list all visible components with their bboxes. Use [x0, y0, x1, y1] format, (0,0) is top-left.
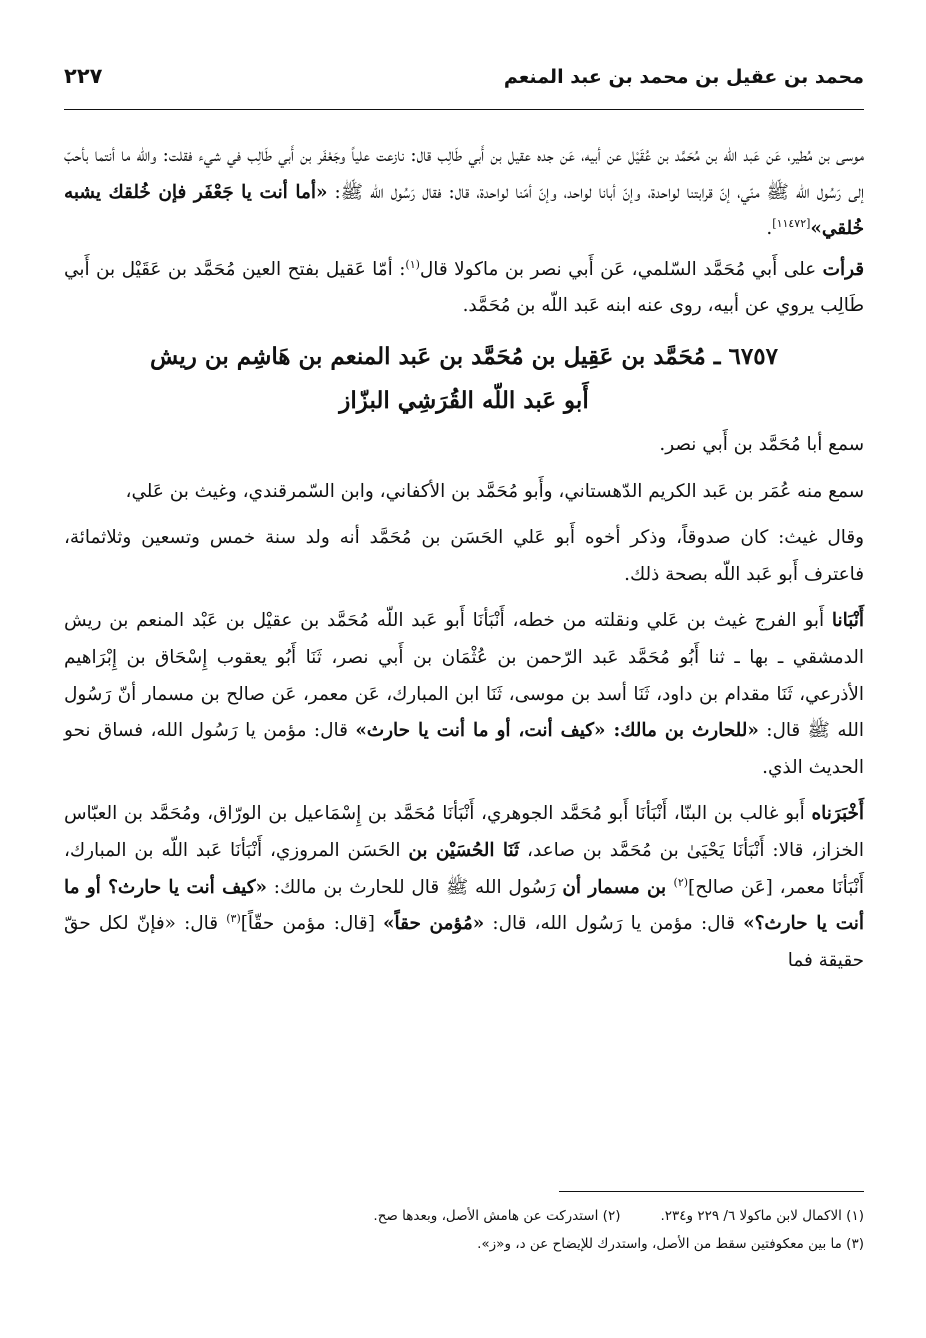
paragraph-6	[64, 603, 864, 786]
paragraph-6-end: قال: مؤمن يا رَسُول الله، فساق نحو الحديث الذي.	[64, 720, 864, 778]
paragraph-2	[64, 252, 864, 325]
running-header	[64, 66, 864, 102]
paragraph-7-bold-a: ثَنَا الحُسَيْن بن	[408, 839, 520, 861]
paragraph-7-bold-b: بن مسمار أن	[562, 876, 674, 898]
paragraph-2-text-b: : أمّا عَقيل بفتح العين مُحَمَّد بن عَقَيْل بن أَبي طَالِب يروي عن أبيه، روى عنه ابنه عَبد اللّه بن مُحَمَّد.	[64, 258, 864, 317]
paragraph-6-quote: «للحارث بن مالك: «كيف أنت، أو ما أنت يا حارث»	[355, 720, 759, 742]
paragraph-7-text-a: أَبو غالب بن البنّا، أَنْبَأنَا أَبو مُحَمَّد الجوهري، أَنْبَأنَا مُحَمَّد بن إِسْمَاعيل بن الورّاق، ومُحَمَّد بن العبّاس الخزاز، قالا: أَنْبَأنَا يَحْيَىٰ بن مُحَمَّد بن صاعد،	[64, 803, 865, 861]
paragraph-7-text-e: [قال: مؤمن حقّاً]	[240, 913, 384, 935]
entry-heading-line-2: أَبو عَبد اللّه القُرَشِي البزّاز	[339, 386, 589, 414]
running-head-title: محمد بن عقيل بن محمد بن عبد المنعم	[503, 66, 864, 88]
page-number: ٢٢٧	[64, 64, 103, 88]
paragraph-6-text: أَبو الفرج غيث بن عَلي ونقلته من خطه، أَنْبَأنَا أَبو عَبد اللّه مُحَمَّد بن عقيْل بن عَبْد المنعم بن ريش الدمشقي ـ بها ـ ثنا أَبُو مُحَمَّد عَبد الرّحمن بن عُثْمَان بن أَبي نصر، ثَنَا أَبُو يعقوب إِسْحَاق بن إِبْرَاهيم الأذرعي، ثَنَا مقدام بن داود، ثَنَا أسد بن موسى، ثَنَا ابن المبارك، عَن معمر، عَن صالح بن مسمار أنّ رَسُول الله ﷺ قال:	[64, 610, 864, 742]
footnote-divider	[559, 1191, 864, 1192]
paragraph-5: وقال غيث: كان صدوقاً، وذكر أخوه أَبو عَلي الحَسَن بن مُحَمَّد أنه ولد سنة خمس وتسعين وثلاثمائة، فاعترف أَبو عَبد اللّه بصحة ذلك.	[64, 527, 864, 585]
paragraph-7-text-d: قال: مؤمن يا رَسُول الله، قال:	[484, 913, 744, 935]
footnote-marker-3: (٣)	[226, 911, 241, 925]
footnote-row-1	[64, 1202, 864, 1230]
footnote-3: (٣) ما بين معكوفتين سقط من الأصل، واستدرك للإيضاح عن د، و«ز».	[477, 1236, 864, 1252]
paragraph-7	[64, 796, 864, 979]
paragraph-4: سمع منه عُمَر بن عَبد الكريم الدّهستاني، وأَبو مُحَمَّد بن الأكفاني، وابن السّمرقندي، وغيث بن عَلي،	[125, 480, 864, 502]
paragraph-7-text-c: رَسُول الله ﷺ قال للحارث بن مالك:	[266, 876, 563, 898]
paragraph-7-text-f: قال: «فإنّ لكل حقّ حقيقة فما	[64, 913, 864, 971]
paragraph-1	[64, 138, 864, 248]
paragraph-7-quote: «كيف أنت يا حارث؟ أو ما أنت يا حارث؟»	[64, 876, 864, 935]
entry-heading-line-1: ٦٧٥٧ ـ مُحَمَّد بن عَقِيل بن مُحَمَّد بن عَبد المنعم بن هَاشِم بن ريش	[150, 342, 778, 370]
header-divider	[64, 109, 864, 110]
paragraph-1-quote: «أما أنت يا جَعْفَر فإن خُلقك يشبه خُلقي»	[64, 181, 864, 240]
entry-heading	[64, 335, 864, 423]
footnote-marker-1: (١)	[405, 257, 420, 271]
paragraph-3: سمع أبا مُحَمَّد بن أَبي نصر.	[659, 433, 864, 455]
footnote-row-2	[64, 1230, 864, 1258]
paragraph-2-lead: قرأت	[822, 258, 865, 280]
paragraph-1-end: .	[766, 218, 773, 240]
main-text	[64, 138, 864, 989]
footnote-marker-2: (٢)	[673, 875, 689, 889]
paragraph-6-lead: أَنْبَانا	[831, 610, 864, 632]
footnotes	[64, 1202, 864, 1258]
footnote-2: (٢) استدركت عن هامش الأصل، وبعدها صح.	[373, 1208, 621, 1224]
footnote-1: (١) الاكمال لابن ماكولا ٦/ ٢٢٩ و٢٣٤.	[660, 1208, 864, 1224]
hadith-reference: [١١٤٧٢]	[772, 217, 811, 231]
paragraph-7-lead: أَخْبَرَناه	[811, 803, 864, 825]
paragraph-7-bold-d: «مُؤمن حقاً»	[383, 913, 485, 935]
paragraph-1-text: موسى بن مُطير، عَن عَبد اللّه بن مُحَمَّد بن عُقَيْل عن أبيه، عَن جده عقيل بن أَبي طَالِب قال: نازعت علياً وجَعْفَر بن أَبي طَالِب في شيء فقلت: والله ما أنتما بأحبّ إلى رَسُول الله ﷺ منّي، إنّ قرابتنا لواحدة، وإنّ أبانا لواحد، وإنّ أمّنا لواحدة، قال: فقال رَسُول الله ﷺ:	[64, 145, 865, 203]
paragraph-2-text-a: على أَبي مُحَمَّد السّلمي، عَن أَبي نصر بن ماكولا قال	[419, 258, 823, 280]
paragraph-7-text-b: الحَسَن المروزي، أَنْبَأنَا عَبد اللّه بن المبارك، أَنْبَأنَا معمر، [عَن صالح]	[64, 839, 864, 898]
